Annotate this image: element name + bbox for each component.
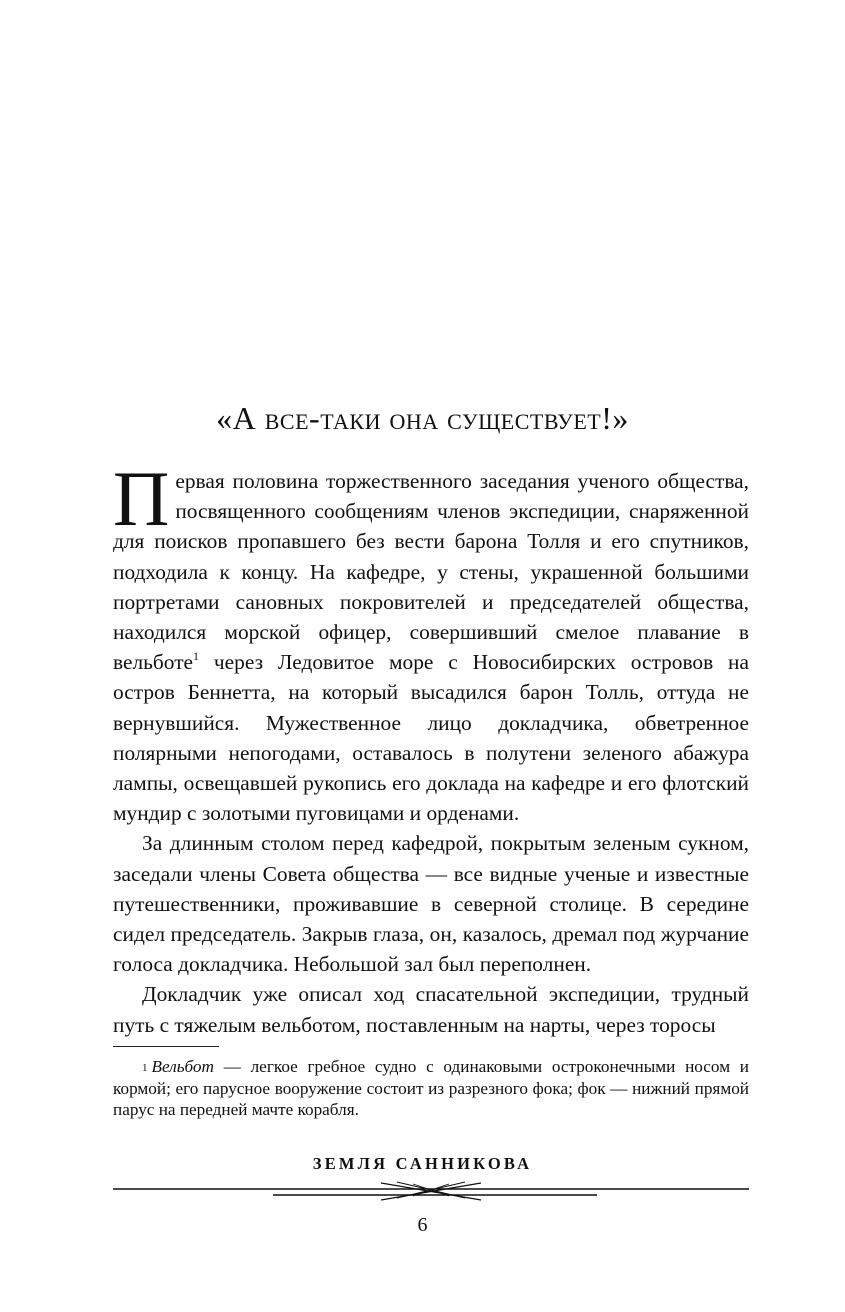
footnote: [113, 1056, 749, 1121]
body-text: [113, 455, 749, 1040]
crossed-rules-ornament-icon: [113, 1178, 749, 1202]
paragraph-1-text-end: через Ледовитое море с Новосибирских островов на остров Беннетта, на который высадился барон Толль, оттуда не вернувшийся. Мужественное лицо докладчика, обветренное полярными непогодами, оставалось в полутени зеленого абажура лампы, освещавшей рукопись его доклада на кафедре и его флотский мундир с золотыми пуговицами и орденами.: [113, 650, 749, 826]
footnote-number: 1: [142, 1062, 148, 1074]
footnote-separator: [113, 1046, 219, 1047]
paragraph-1-text-start: ервая половина торжественного заседания ученого общества, посвященного сообщениям членов экспедиции, снаряженной для поисков пропавшего без вести барона Толля и его спутников, подходила к концу. На кафедре, у стены, украшенной большими портретами сановных покровителей и председателей общества, находился морской офицер, совершивший смелое плавание в вельботе: [113, 469, 749, 675]
paragraph-3: Докладчик уже описал ход спасательной экспедиции, трудный путь с тяжелым вельботом, поставленным на нарты, через торосы: [113, 982, 749, 1037]
page-number: 6: [417, 1214, 428, 1236]
footnote-text: — легкое гребное судно с одинаковыми остроконечными носом и кормой; его парусное вооружение состоит из разрезного фока; фок — нижний прямой парус на передней мачте корабля.: [113, 1057, 749, 1120]
drop-cap: П: [113, 455, 170, 542]
running-footer-title: ЗЕМЛЯ САННИКОВА: [312, 1154, 533, 1173]
footnote-term: Вельбот: [151, 1057, 214, 1076]
chapter-title: «А все-таки она существует!»: [216, 400, 629, 436]
footnote-reference[interactable]: 1: [193, 649, 200, 664]
paragraph-2: За длинным столом перед кафедрой, покрытым зеленым сукном, заседали члены Совета общества — все видные ученые и известные путешественники, проживавшие в северной столице. В середине сидел председатель. Закрыв глаза, он, казалось, дремал под журчание голоса докладчика. Небольшой зал был переполнен.: [113, 831, 749, 977]
paragraph-1: [113, 455, 749, 828]
